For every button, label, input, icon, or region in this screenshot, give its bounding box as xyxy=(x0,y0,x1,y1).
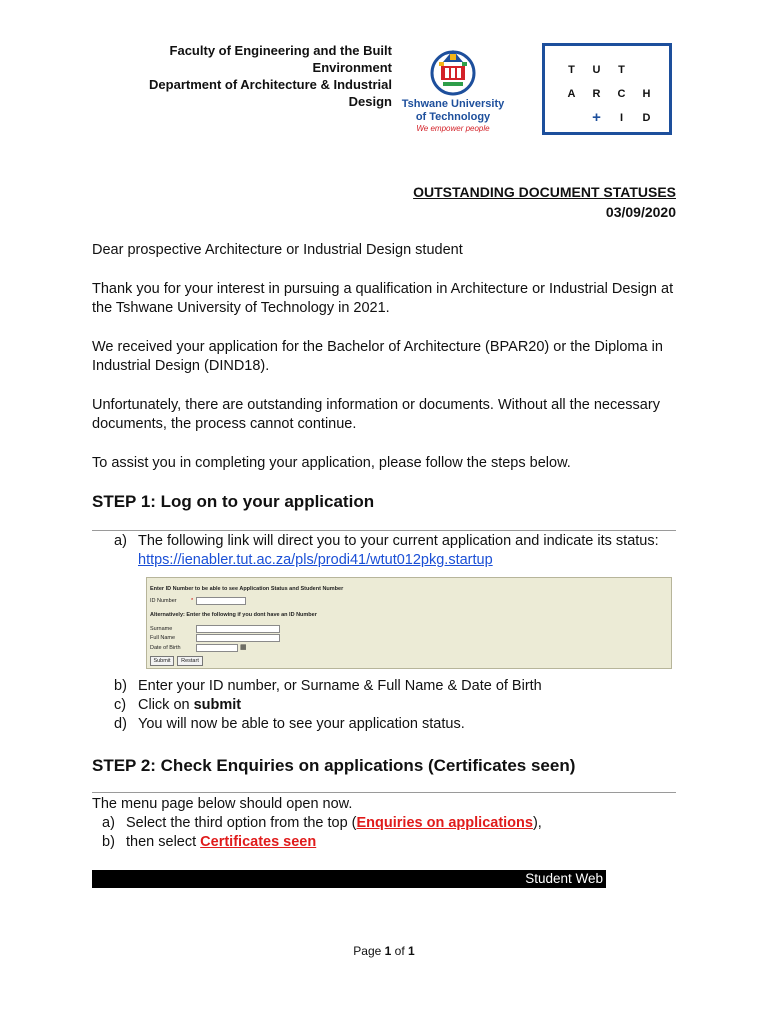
arch-logo-letter: T xyxy=(568,64,575,76)
restart-button[interactable]: Restart xyxy=(177,656,203,666)
dob-label: Date of Birth xyxy=(150,645,181,651)
faculty-line-2: Environment xyxy=(312,60,392,75)
divider xyxy=(92,530,676,531)
university-name-line-2: of Technology xyxy=(415,111,491,123)
list-marker: d) xyxy=(114,716,127,732)
step-1-list-bcd xyxy=(114,677,684,734)
arch-logo-letter: R xyxy=(592,88,601,100)
list-item-text-end: ), xyxy=(532,815,542,831)
list-item xyxy=(102,814,672,833)
arch-id-logo xyxy=(542,43,672,135)
list-item-text-plain: Click on xyxy=(138,697,194,713)
document-date: 03/09/2020 xyxy=(605,204,676,220)
menu-intro: The menu page below should open now. xyxy=(92,796,353,812)
arch-logo-letter: A xyxy=(567,88,576,100)
arch-logo-letter: T xyxy=(618,64,625,76)
faculty-line-1: Faculty of Engineering and the Built xyxy=(169,43,392,58)
step-2-heading: STEP 2: Check Enquiries on applications (Certificates seen) xyxy=(92,756,576,775)
submit-emphasis: submit xyxy=(193,697,242,713)
arch-logo-letter: H xyxy=(642,88,651,100)
tut-logo xyxy=(398,44,508,136)
list-item-text xyxy=(138,696,241,715)
arch-logo-letter: D xyxy=(642,112,651,124)
department-line-1: Department of Architecture & Industrial xyxy=(149,77,392,92)
calendar-icon[interactable]: ▦ xyxy=(240,644,247,651)
surname-input[interactable] xyxy=(196,625,280,633)
list-item xyxy=(114,715,684,734)
fullname-label: Full Name xyxy=(150,635,176,641)
arch-logo-letter: I xyxy=(619,112,624,124)
list-marker: b) xyxy=(102,834,115,850)
document-title: OUTSTANDING DOCUMENT STATUSES xyxy=(413,184,676,200)
list-item xyxy=(102,833,672,852)
list-item xyxy=(114,696,684,715)
page-label: Page xyxy=(353,944,382,958)
list-item-text: The following link will direct you to your current application and indicate its status: xyxy=(138,533,659,549)
list-marker: a) xyxy=(102,815,115,831)
university-tagline: We empower people xyxy=(416,124,490,133)
list-item-text-plain: Select the third option from the top ( xyxy=(126,815,357,831)
fullname-input[interactable] xyxy=(196,634,280,642)
intro-paragraph: Thank you for your interest in pursuing a qualification in Architecture or Industrial Design at the Tshwane University of Technology in 2021. xyxy=(92,281,674,316)
faculty-heading xyxy=(72,42,392,110)
student-web-bar: Student Web xyxy=(92,870,606,888)
list-marker: b) xyxy=(114,678,127,694)
application-paragraph: We received your application for the Bachelor of Architecture (BPAR20) or the Diploma in Industrial Design (DIND18). xyxy=(92,339,663,374)
university-name-line-1: Tshwane University xyxy=(401,98,505,110)
list-marker: c) xyxy=(114,697,127,713)
application-status-link[interactable]: https://ienabler.tut.ac.za/pls/prodi41/wtut012pkg.startup xyxy=(138,552,493,568)
list-marker: a) xyxy=(114,533,127,549)
arch-logo-letter xyxy=(634,58,659,82)
page-number: 1 xyxy=(384,944,392,958)
list-item xyxy=(114,677,684,696)
divider xyxy=(92,792,676,793)
enquiries-on-applications-label: Enquiries on applications xyxy=(356,815,533,831)
tut-emblem-icon xyxy=(423,44,483,96)
outstanding-paragraph: Unfortunately, there are outstanding information or documents. Without all the necessary documents, the process cannot continue. xyxy=(92,397,660,432)
required-marker: * xyxy=(191,598,194,604)
step-1-heading: STEP 1: Log on to your application xyxy=(92,492,375,511)
list-item-text: Enter your ID number, or Surname & Full Name & Date of Birth xyxy=(138,678,542,694)
arch-logo-letter: C xyxy=(617,88,626,100)
submit-button[interactable]: Submit xyxy=(150,656,174,666)
arch-logo-letter: U xyxy=(592,64,601,76)
page-footer xyxy=(0,944,768,958)
step-2-list xyxy=(102,814,672,852)
greeting: Dear prospective Architecture or Industrial Design student xyxy=(92,242,463,258)
certificates-seen-label: Certificates seen xyxy=(200,834,317,850)
assist-paragraph: To assist you in completing your application, please follow the steps below. xyxy=(92,455,571,471)
list-item-text xyxy=(126,814,542,833)
form-heading: Enter ID Number to be able to see Application Status and Student Number xyxy=(150,586,344,592)
list-item xyxy=(114,532,684,570)
list-item-text: You will now be able to see your application status. xyxy=(138,716,465,732)
id-number-input[interactable] xyxy=(196,597,246,605)
dob-input[interactable] xyxy=(196,644,238,652)
list-item-text xyxy=(126,833,316,852)
of-label: of xyxy=(394,944,405,958)
department-line-2: Design xyxy=(348,94,392,109)
page-total: 1 xyxy=(408,944,415,958)
arch-logo-letter xyxy=(559,106,584,130)
plus-icon: + xyxy=(592,109,601,126)
id-number-label: ID Number xyxy=(150,598,177,604)
surname-label: Surname xyxy=(150,626,173,632)
alt-heading: Alternatively: Enter the following if you dont have an ID Number xyxy=(150,612,317,618)
step-1-list-a xyxy=(114,532,684,570)
list-item-text xyxy=(138,532,684,570)
list-item-text-plain: then select xyxy=(126,834,201,850)
application-form-screenshot xyxy=(146,577,672,669)
